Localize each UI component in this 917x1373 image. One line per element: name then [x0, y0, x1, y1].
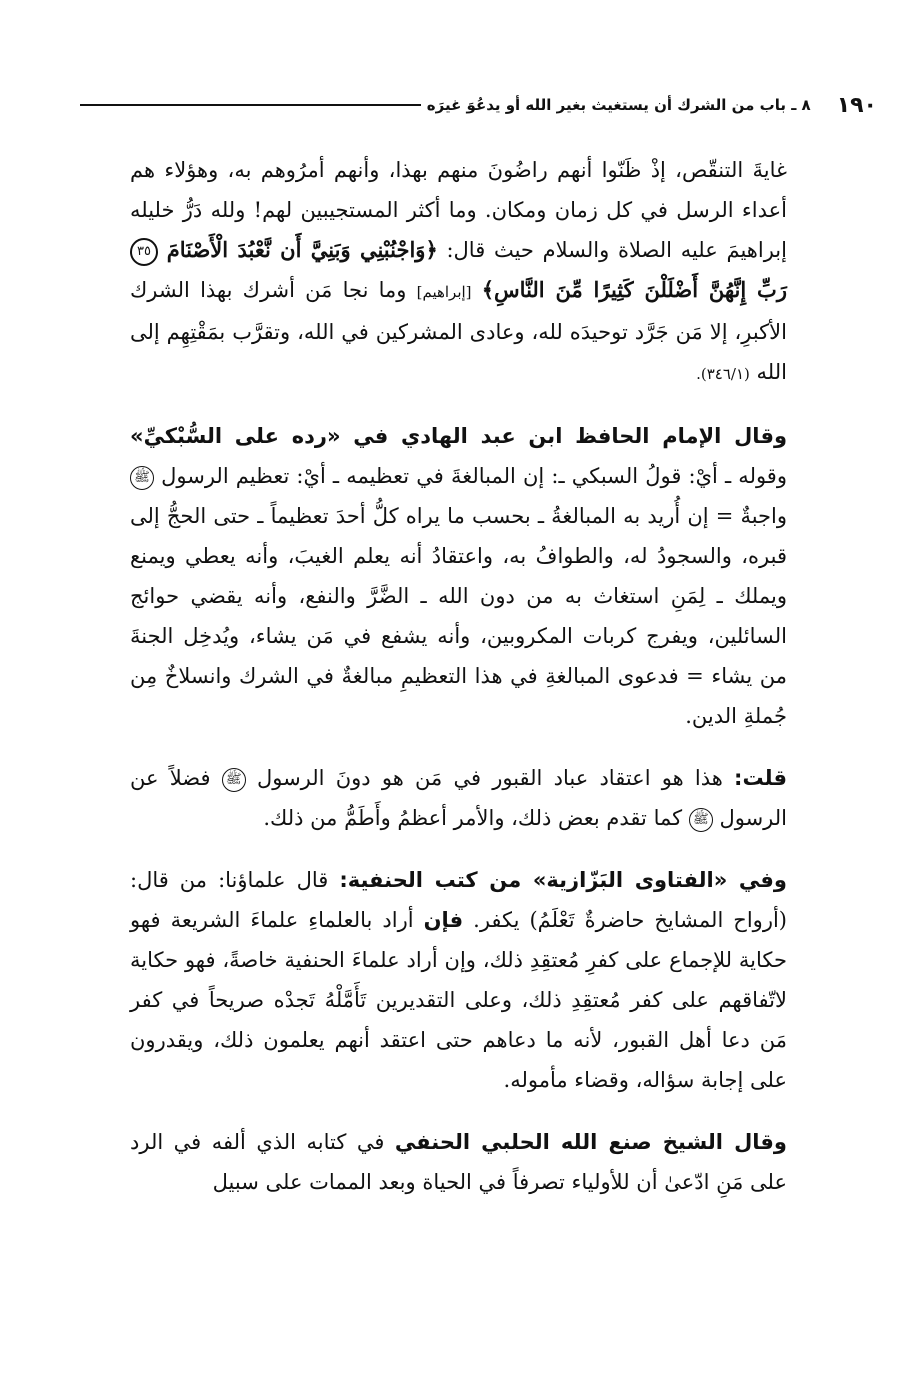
page-number: ١٩٠: [836, 92, 877, 118]
paragraph-1: [130, 150, 787, 394]
paragraph-4-lead-b: فإن: [423, 908, 464, 932]
paragraph-4: [130, 860, 787, 1100]
running-title: ٨ ـ باب من الشرك أن يستغيث بغير الله أو يدعُوَ غيرَه: [426, 96, 811, 114]
quran-quote-a: ﴿وَاجْنُبْنِي وَبَنِيَّ أَن نَّعْبُدَ الْأَصْنَامَ: [166, 237, 438, 262]
page-header: [80, 88, 877, 122]
paragraph-2-lead: وقال الإمام الحافظ ابن عبد الهادي في «رده على السُّبْكيِّ»: [130, 424, 787, 448]
paragraph-4-text-b: أراد بالعلماءِ علماءَ الشريعة فهو حكاية للإجماع على كفرِ مُعتقِدِ ذلك، وإن أراد علماءَ الحنفية خاصةً، فهو حكاية لاتّفاقهم على كفر مُعتقِدِ ذلك، وعلى التقديرين تَأَمَّلْهُ تَجدْه صريحاً في كفر مَن دعا أهل القبور، لأنه ما دعاهم حتى اعتقد أنهم يعلمون ذلك، ويقدرون على إجابة سؤاله، وقضاء مأموله.: [130, 908, 787, 1092]
sallallahu-symbol: ﷺ: [130, 466, 154, 490]
paragraph-2-text-b: واجبةٌ = إن أُريد به المبالغةُ ـ بحسب ما يراه كلُّ أحدَ تعظيماً ـ حتى الحجُّ إلى قبره، والسجودُ له، والطوافُ به، واعتقادُ أنه يعلم الغيبَ، وأنه يعطي ويمنع ويملك ـ لِمَنِ استغاث به من دون الله ـ الضَّرَّ والنفع، وأنه يقضي حوائج السائلين، ويفرج كربات المكروبين، وأنه يشفع في مَن يشاء، ويُدخِل الجنةَ من يشاء = فدعوى المبالغةِ في هذا التعظيمِ مبالغةٌ في الشرك وانسلاخٌ مِن جُملةِ الدين.: [130, 504, 787, 728]
paragraph-5-text-a: في كتابه الذي ألفه في الرد على مَنِ ادّعىٰ أن للأولياء تصرفاً في الحياة وبعد الممات على سبيل: [130, 1130, 787, 1194]
citation-volume-page: (٣٤٦/١).: [696, 365, 750, 383]
paragraph-5: [130, 1122, 787, 1202]
paragraph-5-lead: وقال الشيخ صنع الله الحلبي الحنفي: [394, 1130, 787, 1154]
sallallahu-symbol: ﷺ: [689, 808, 713, 832]
paragraph-2-text-a: وقوله ـ أيْ: قولُ السبكي ـ: إن المبالغةَ في تعظيمه ـ أيْ: تعظيم الرسول: [154, 464, 787, 488]
paragraph-3-lead: قلت:: [734, 766, 787, 790]
paragraph-1-text-b: وما نجا مَن أشرك بهذا الشرك الأكبرِ، إلا مَن جَرَّد توحيدَه لله، وعادى المشركين في الله، وتقرَّب بمَقْتِهِم إلى الله: [130, 278, 787, 384]
sallallahu-symbol: ﷺ: [222, 768, 246, 792]
paragraph-4-lead: وفي «الفتاوى البَزّازية» من كتب الحنفية:: [339, 868, 787, 892]
paragraph-3-text-a: هذا هو اعتقاد عباد القبور في مَن هو دونَ الرسول: [245, 766, 735, 790]
paragraph-4-text-a: قال علماؤنا: من قال: (أرواح المشايخ حاضرةٌ تَعْلَمُ) يكفر.: [130, 868, 787, 932]
page-body: [130, 150, 787, 1224]
quran-quote-b: رَبِّ إِنَّهُنَّ أَضْلَلْنَ كَثِيرًا مِّنَ النَّاسِ﴾: [481, 277, 787, 302]
paragraph-2: [130, 416, 787, 736]
paragraph-3-text-b: فضلاً عن الرسول: [130, 766, 787, 830]
surah-reference: [إبراهيم]: [416, 283, 472, 301]
paragraph-1-text-a: غايةَ التنقّص، إذْ ظَنّوا أنهم راضُونَ منهم بهذا، وأنهم أمرُوهم به، وهؤلاء هم أعداء الرسل في كل زمان ومكان. وما أكثر المستجيبين لهم! ولله دَرُّ خليله إبراهيمَ عليه الصلاة والسلام حيث قال:: [130, 158, 787, 262]
paragraph-3: [130, 758, 787, 838]
ayah-number-marker: ٣٥: [130, 238, 158, 266]
paragraph-3-text-c: كما تقدم بعض ذلك، والأمر أعظمُ وأَطَمُّ من ذلك.: [263, 806, 689, 830]
header-rule: [80, 104, 421, 106]
